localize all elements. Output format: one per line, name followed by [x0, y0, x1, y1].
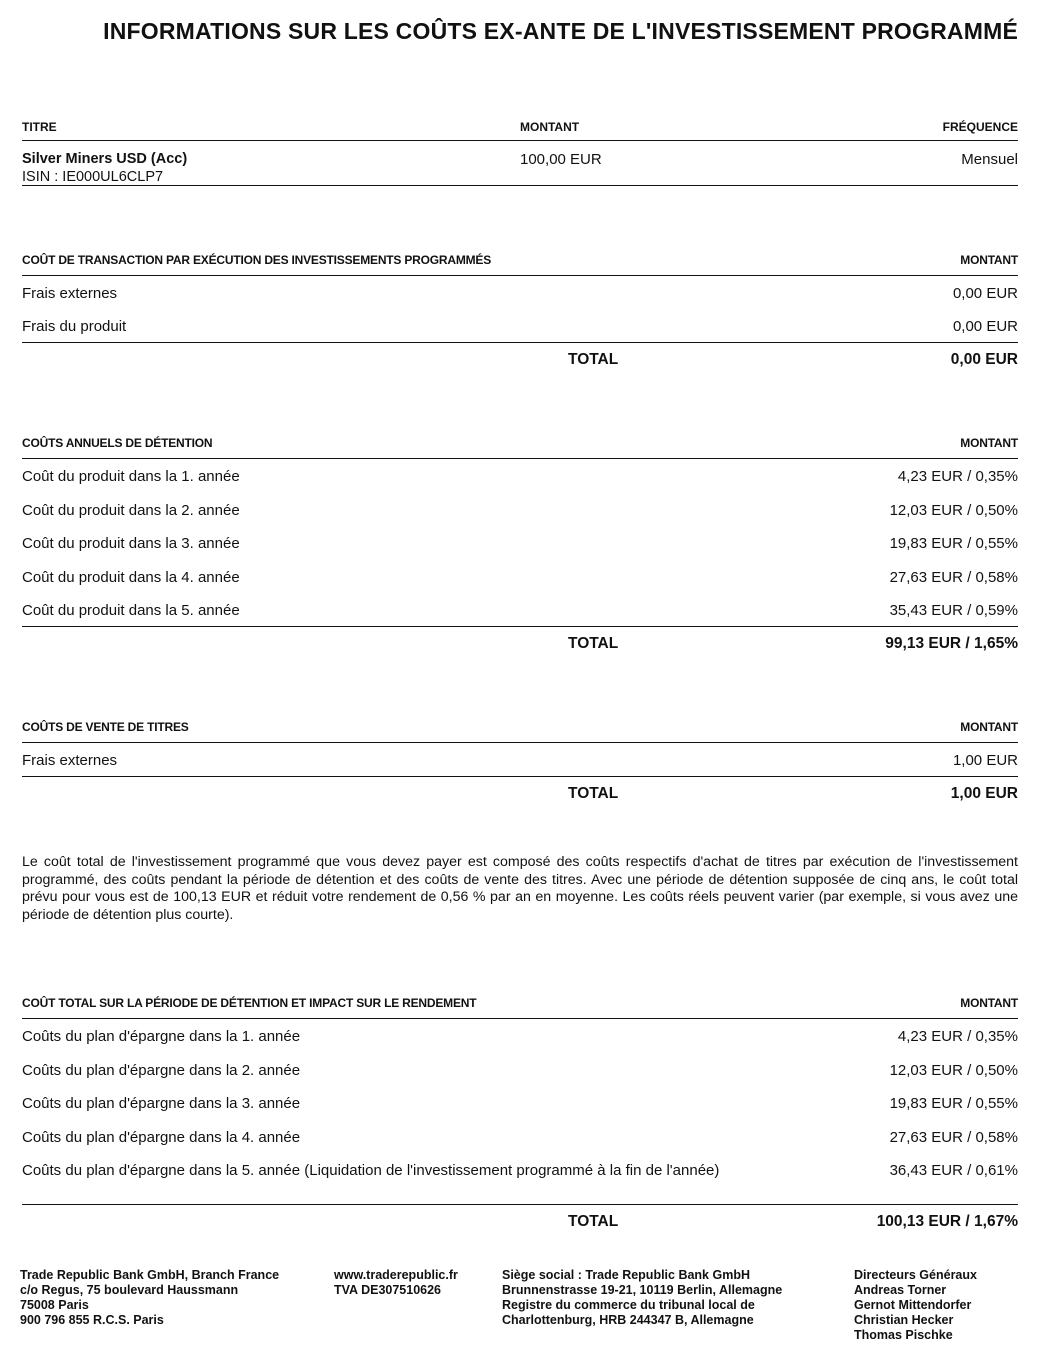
divider — [22, 1204, 1018, 1205]
list-item: Coût du produit dans la 4. année 27,63 EUR / 0,58% — [22, 568, 1018, 586]
list-item: Coût du produit dans la 2. année 12,03 EUR / 0,50% — [22, 501, 1018, 519]
footer-registered-office: Siège social : Trade Republic Bank GmbH Brunnenstrasse 19-21, 10119 Berlin, Allemagne Registre du commerce du tribunal local de Charlottenburg, HRB 244347 B, Allemagne — [502, 1268, 783, 1327]
list-item: Frais externes 1,00 EUR — [22, 752, 1018, 769]
list-item: Coûts du plan d'épargne dans la 3. année 19,83 EUR / 0,55% — [22, 1095, 1018, 1112]
amount-header: MONTANT — [960, 720, 1018, 734]
security-section — [22, 120, 1018, 186]
list-item: Coûts du plan d'épargne dans la 5. année (Liquidation de l'investissement programmé à la fin de l'année) 36,43 EUR / 0,61% — [22, 1162, 1018, 1179]
footer-web: www.traderepublic.fr TVA DE307510626 — [334, 1268, 458, 1297]
col-header-frequence: FRÉQUENCE — [942, 120, 1018, 134]
footer-address: Trade Republic Bank GmbH, Branch France c/o Regus, 75 boulevard Haussmann 75008 Paris 900 796 855 R.C.S. Paris — [20, 1268, 280, 1327]
divider — [22, 140, 1018, 141]
total-row: TOTAL 100,13 EUR / 1,67% — [568, 1213, 1018, 1230]
divider — [22, 458, 1018, 459]
divider — [22, 776, 1018, 777]
total-row: TOTAL 99,13 EUR / 1,65% — [568, 635, 1018, 652]
footer-directors: Directeurs Généraux Andreas Torner Gernot Mittendorfer Christian Hecker Thomas Pischke — [854, 1268, 977, 1342]
total-row: TOTAL 0,00 EUR — [568, 351, 1018, 368]
section-header: COÛTS ANNUELS DE DÉTENTION — [22, 436, 213, 450]
divider — [22, 342, 1018, 343]
security-isin: ISIN : IE000UL6CLP7 — [22, 169, 164, 185]
security-amount: 100,00 EUR — [520, 151, 602, 168]
sale-section — [22, 720, 1018, 803]
col-header-montant: MONTANT — [520, 120, 580, 134]
list-item: Frais externes 0,00 EUR — [22, 285, 1018, 302]
holding-section — [22, 436, 1018, 653]
divider — [22, 626, 1018, 627]
security-frequency: Mensuel — [961, 151, 1018, 168]
security-name: Silver Miners USD (Acc) — [22, 151, 188, 167]
list-item: Coûts du plan d'épargne dans la 4. année 27,63 EUR / 0,58% — [22, 1128, 1018, 1146]
list-item: Coûts du plan d'épargne dans la 2. année 12,03 EUR / 0,50% — [22, 1061, 1018, 1079]
divider — [22, 275, 1018, 276]
list-item: Coûts du plan d'épargne dans la 1. année 4,23 EUR / 0,35% — [22, 1028, 1018, 1045]
amount-header: MONTANT — [960, 436, 1018, 450]
list-item: Coût du produit dans la 5. année 35,43 EUR / 0,59% — [22, 602, 1018, 619]
explanation-paragraph: Le coût total de l'investissement programmé que vous devez payer est composé des coûts respectifs d'achat de titres par exécution de l'investissement programmé, des coûts pendant la période de détention et des coûts de vente des titres. Avec une période de détention supposée de cinq ans, le coût total prévu pour vous est de 100,13 EUR et réduit votre rendement de 0,56 % par an en moyenne. Les coûts réels peuvent varier (par exemple, si vous avez une période de détention plus courte). — [22, 854, 1018, 923]
list-item: Coût du produit dans la 1. année 4,23 EUR / 0,35% — [22, 468, 1018, 485]
page-title: INFORMATIONS SUR LES COÛTS EX-ANTE DE L'INVESTISSEMENT PROGRAMMÉ — [103, 18, 1018, 44]
section-header: COÛTS DE VENTE DE TITRES — [22, 720, 189, 734]
transaction-section — [22, 253, 1018, 369]
col-header-titre: TITRE — [22, 120, 57, 134]
list-item: Frais du produit 0,00 EUR — [22, 318, 1018, 335]
section-header: COÛT TOTAL SUR LA PÉRIODE DE DÉTENTION ET IMPACT SUR LE RENDEMENT — [22, 996, 477, 1010]
amount-header: MONTANT — [960, 996, 1018, 1010]
overall-section — [22, 996, 1018, 1231]
amount-header: MONTANT — [960, 253, 1018, 267]
divider — [22, 742, 1018, 743]
list-item: Coût du produit dans la 3. année 19,83 EUR / 0,55% — [22, 535, 1018, 552]
website-link[interactable]: www.traderepublic.fr — [334, 1268, 458, 1282]
divider — [22, 1018, 1018, 1019]
total-row: TOTAL 1,00 EUR — [568, 785, 1018, 802]
section-header: COÛT DE TRANSACTION PAR EXÉCUTION DES INVESTISSEMENTS PROGRAMMÉS — [22, 253, 492, 267]
